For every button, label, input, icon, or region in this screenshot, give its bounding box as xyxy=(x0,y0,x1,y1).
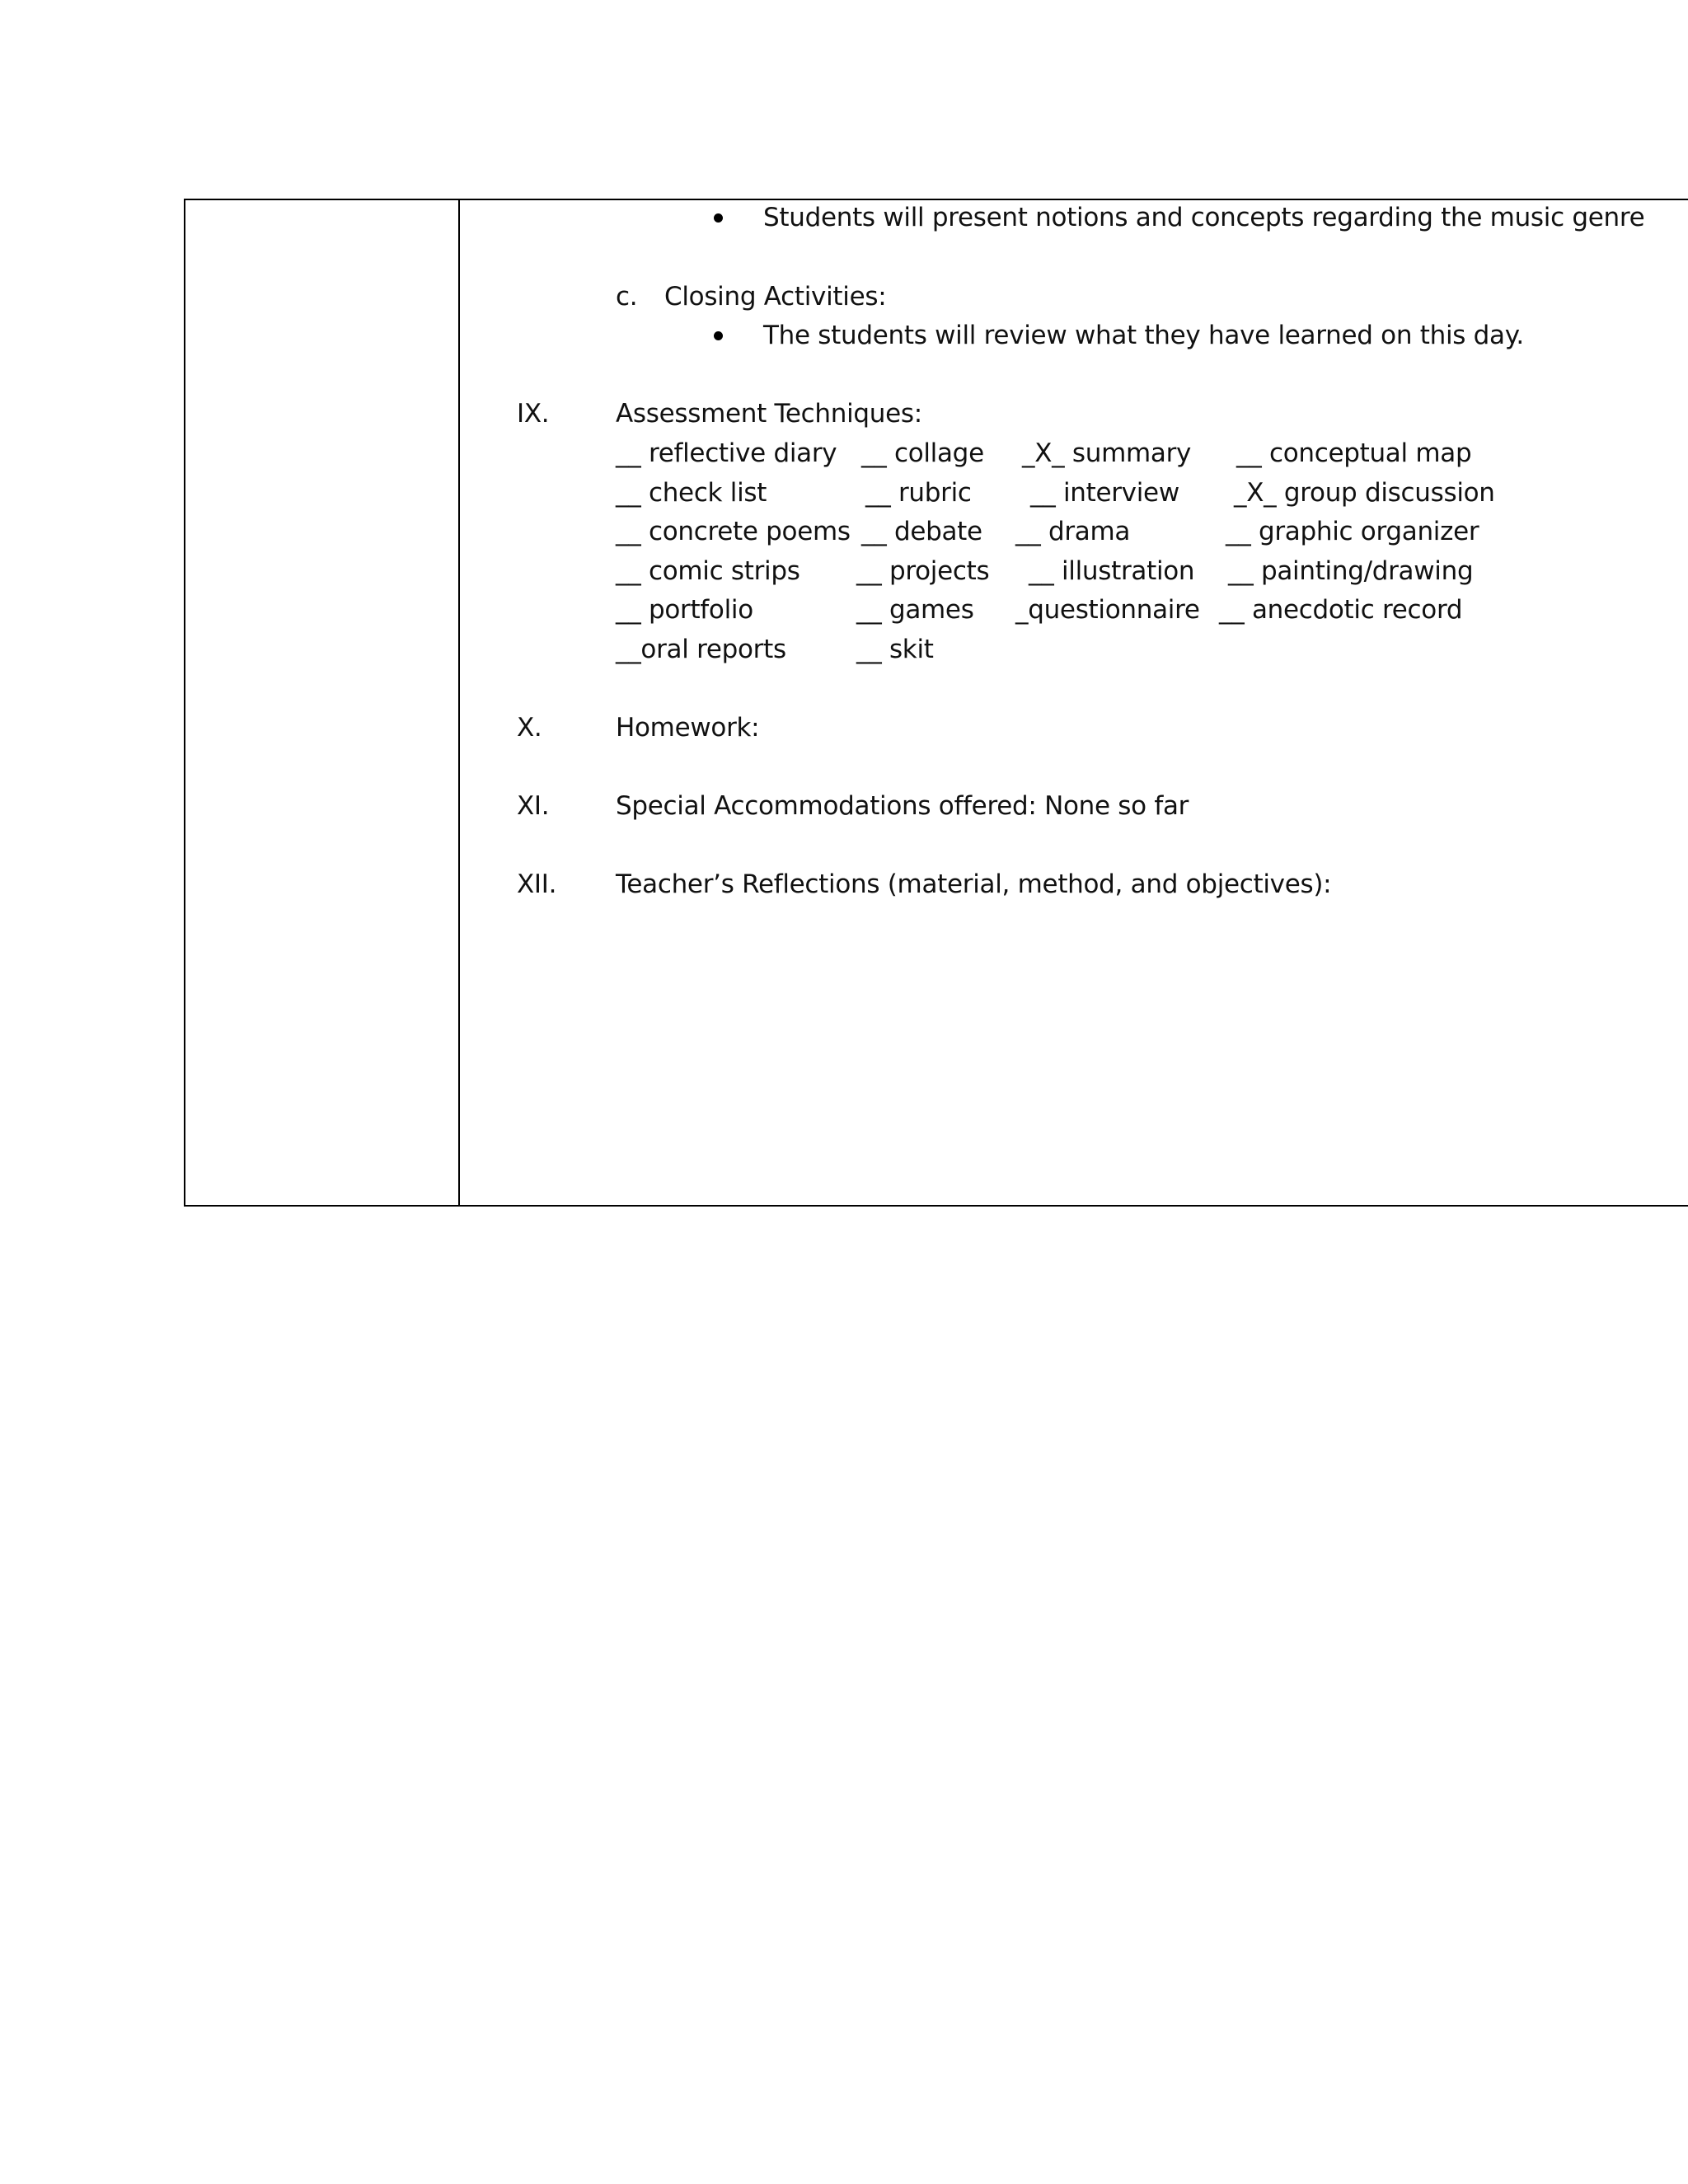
assessment-option: __ rubric xyxy=(865,478,972,508)
section-numeral-x: X. xyxy=(517,713,542,743)
bullet-icon xyxy=(714,213,723,223)
assessment-heading: Assessment Techniques: xyxy=(616,399,922,429)
section-numeral-xi: XI. xyxy=(517,791,550,821)
assessment-option: _X_ summary xyxy=(1022,438,1192,468)
assessment-option: __ graphic organizer xyxy=(1226,517,1479,546)
assessment-option: __ projects xyxy=(856,556,990,586)
assessment-option: __ drama xyxy=(1015,517,1131,546)
assessment-option: __ reflective diary xyxy=(616,438,837,468)
assessment-option: _X_ group discussion xyxy=(1234,478,1495,508)
assessment-option: __ interview xyxy=(1030,478,1179,508)
homework-label: Homework: xyxy=(616,713,760,743)
closing-heading: Closing Activities: xyxy=(664,282,887,312)
assessment-option: __ painting/drawing xyxy=(1228,556,1474,586)
assessment-option: __ comic strips xyxy=(616,556,800,586)
assessment-option: __ portfolio xyxy=(616,595,753,625)
assessment-option: __ anecdotic record xyxy=(1219,595,1463,625)
column-divider xyxy=(458,200,460,1205)
assessment-option: __ skit xyxy=(856,635,934,664)
bullet-icon xyxy=(714,331,723,340)
assessment-option: _questionnaire xyxy=(1015,595,1200,625)
assessment-option: __ conceptual map xyxy=(1236,438,1472,468)
section-numeral-xii: XII. xyxy=(517,869,557,899)
accommodations-label: Special Accommodations offered: None so far xyxy=(616,791,1189,821)
assessment-option: __ illustration xyxy=(1029,556,1195,586)
closing-bullet-review: The students will review what they have learned on this day. xyxy=(763,321,1524,350)
assessment-option: __ collage xyxy=(861,438,984,468)
closing-marker: c. xyxy=(616,282,638,312)
assessment-option: __ concrete poems xyxy=(616,517,851,546)
assessment-option: __ games xyxy=(856,595,974,625)
activity-bullet-present: Students will present notions and concepts regarding the music genre xyxy=(763,203,1645,232)
section-numeral-ix: IX. xyxy=(517,399,550,429)
assessment-option: __ check list xyxy=(616,478,767,508)
assessment-option: __ debate xyxy=(861,517,982,546)
reflections-label: Teacher’s Reflections (material, method, and objectives): xyxy=(616,869,1332,899)
assessment-option: __oral reports xyxy=(616,635,786,664)
